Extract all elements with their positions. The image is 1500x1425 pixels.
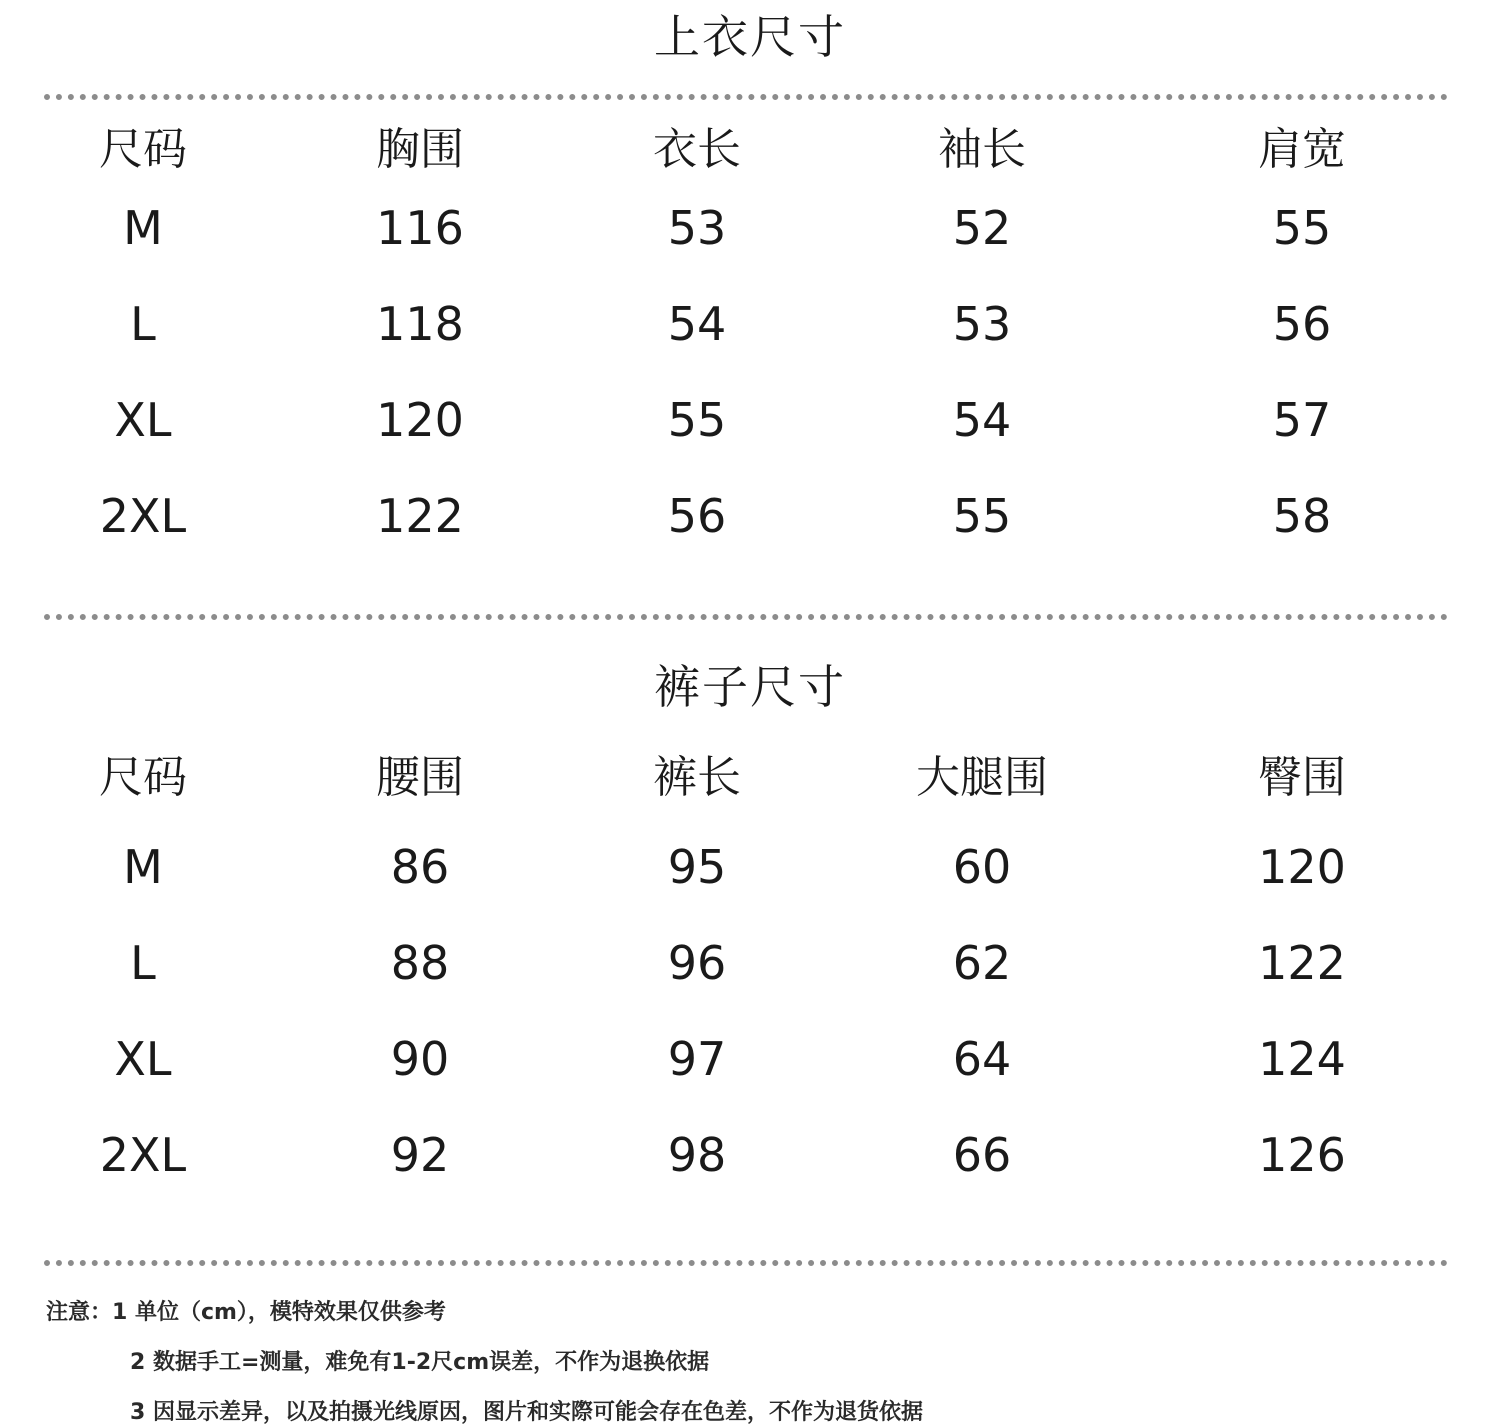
pants-size-table-cell: 95 — [667, 840, 727, 894]
top-size-table-cell: 53 — [667, 201, 727, 255]
top-size-table-cell: 2XL — [99, 489, 187, 543]
top-size-table-cell: 55 — [1272, 201, 1332, 255]
pants-size-table-cell: 66 — [952, 1128, 1012, 1182]
pants-size-table-cell: 97 — [667, 1032, 727, 1086]
pants-size-table-cell: 92 — [390, 1128, 450, 1182]
top-size-table-cell: 118 — [376, 297, 464, 351]
top-size-table-cell: 54 — [952, 393, 1012, 447]
pants-size-table-cell: 122 — [1258, 936, 1346, 990]
top-size-table-cell: 120 — [376, 393, 464, 447]
top-size-header-cell: 肩宽 — [1258, 124, 1346, 175]
pants-size-table-cell: 86 — [390, 840, 450, 894]
top-size-table-cell: 116 — [376, 201, 464, 255]
pants-size-header-cell: 臀围 — [1258, 752, 1346, 803]
note-line-3: 3 因显示差异，以及拍摄光线原因，图片和实際可能会存在色差，不作为退货依据 — [130, 1400, 923, 1425]
pants-size-header-cell: 大腿围 — [916, 752, 1048, 803]
pants-size-table-cell: 2XL — [99, 1128, 187, 1182]
pants-size-table-cell: 120 — [1258, 840, 1346, 894]
top-size-table-cell: 56 — [667, 489, 727, 543]
divider-top — [44, 94, 1448, 100]
pants-size-table-cell: 88 — [390, 936, 450, 990]
top-size-table-cell: 52 — [952, 201, 1012, 255]
pants-size-table-cell: 90 — [390, 1032, 450, 1086]
top-size-title: 上衣尺寸 — [654, 10, 846, 64]
top-size-header-cell: 袖长 — [938, 124, 1026, 175]
top-size-table-cell: 53 — [952, 297, 1012, 351]
top-size-header-cell: 尺码 — [99, 124, 187, 175]
pants-size-table-cell: 96 — [667, 936, 727, 990]
top-size-table-cell: XL — [114, 393, 172, 447]
note-line-1: 注意：1 单位（cm），模特效果仅供参考 — [46, 1300, 446, 1325]
top-size-header-cell: 胸围 — [376, 124, 464, 175]
top-size-header-cell: 衣长 — [653, 124, 741, 175]
pants-size-table-cell: XL — [114, 1032, 172, 1086]
pants-size-table-cell: L — [130, 936, 156, 990]
divider-bottom — [44, 1260, 1448, 1266]
top-size-table-cell: 55 — [952, 489, 1012, 543]
top-size-table-cell: 57 — [1272, 393, 1332, 447]
pants-size-table-cell: 126 — [1258, 1128, 1346, 1182]
top-size-table-cell: 122 — [376, 489, 464, 543]
divider-middle — [44, 614, 1448, 620]
top-size-table-cell: 55 — [667, 393, 727, 447]
top-size-table-cell: 58 — [1272, 489, 1332, 543]
pants-size-header-cell: 腰围 — [376, 752, 464, 803]
note-line-2: 2 数据手工=测量，难免有1-2尺cm误差，不作为退换依据 — [130, 1350, 710, 1375]
pants-size-table-cell: 64 — [952, 1032, 1012, 1086]
pants-size-title: 裤子尺寸 — [654, 660, 846, 714]
pants-size-table-cell: 62 — [952, 936, 1012, 990]
pants-size-table-cell: 60 — [952, 840, 1012, 894]
top-size-table-cell: M — [123, 201, 163, 255]
top-size-table-cell: 56 — [1272, 297, 1332, 351]
pants-size-table-cell: 124 — [1258, 1032, 1346, 1086]
pants-size-table-cell: M — [123, 840, 163, 894]
pants-size-header-cell: 尺码 — [99, 752, 187, 803]
pants-size-table-cell: 98 — [667, 1128, 727, 1182]
pants-size-header-cell: 裤长 — [653, 752, 741, 803]
top-size-table-cell: L — [130, 297, 156, 351]
top-size-table-cell: 54 — [667, 297, 727, 351]
